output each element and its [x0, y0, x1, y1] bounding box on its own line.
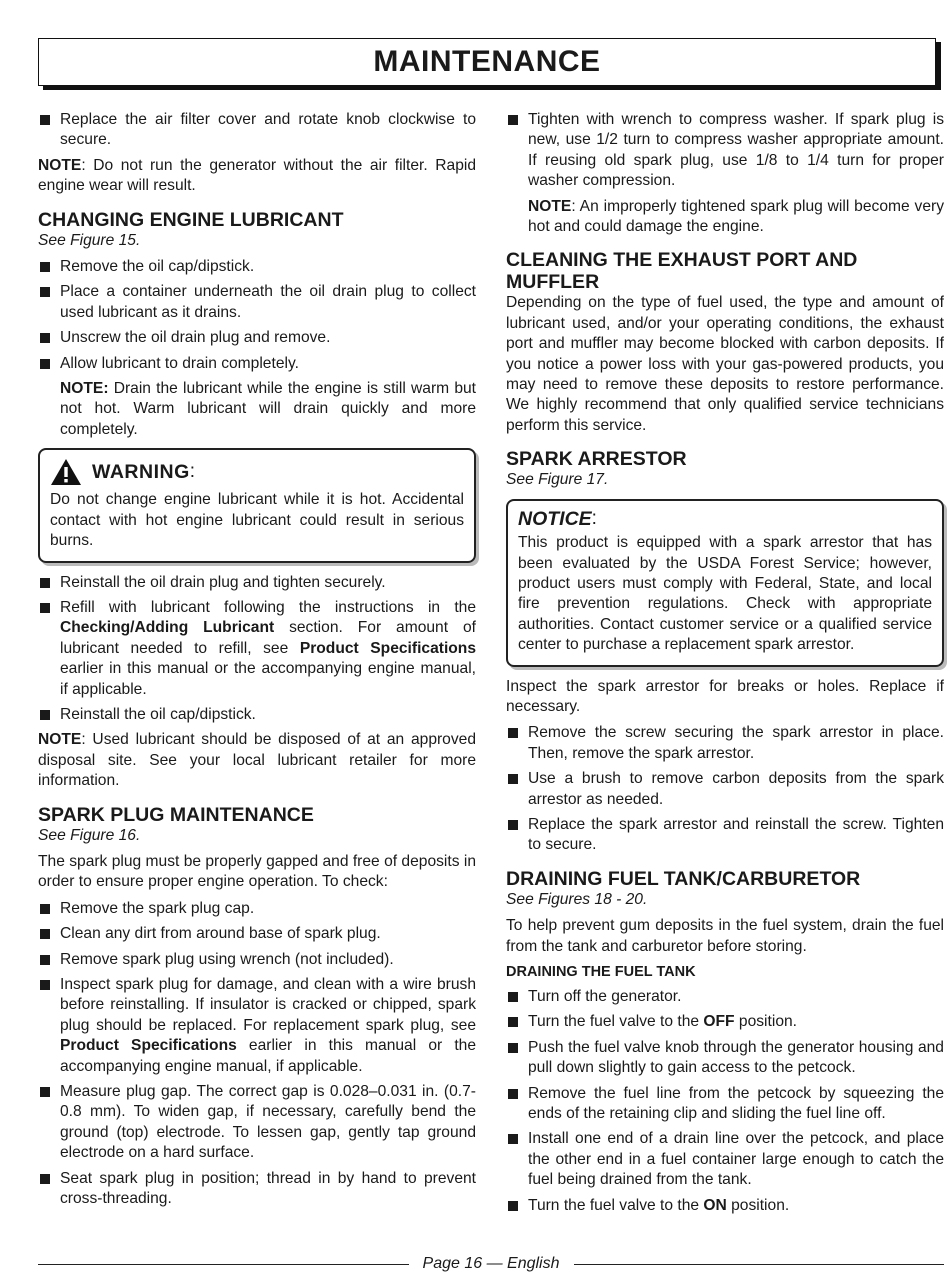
notice-box: NOTICE : This product is equipped with a spark arrestor that has been evaluated by the USDA Forest Service; however, product users must comply with Federal, State, and local fire prevention regulations. Check with appropriate authorities. Contact customer service or a qualified service center to purchase a replacement spark arrestor.	[506, 499, 944, 667]
spark-plug-heading: SPARK PLUG MAINTENANCE	[38, 803, 314, 826]
bullet-icon	[40, 904, 50, 914]
right-column	[506, 110, 944, 1221]
bullet-icon	[40, 980, 50, 990]
tighten-list	[506, 110, 944, 192]
warning-box: WARNING : Do not change engine lubricant while it is hot. Accidental contact with hot engine lubricant could result in serious burns.	[38, 448, 476, 562]
refill-steps	[38, 573, 476, 726]
bullet-icon	[40, 710, 50, 720]
spark-plug-steps	[38, 899, 476, 1210]
draining-figure-ref: See Figures 18 - 20.	[506, 890, 648, 908]
list-item: Measure plug gap. The correct gap is 0.028–0.031 in. (0.7-0.8 mm). To widen gap, if necessary, carefully bend the ground (top) electrode. To lessen gap, gently tap ground electrode on a hard surface.	[38, 1082, 476, 1164]
list-item: Turn off the generator.	[506, 987, 944, 1007]
warning-triangle-icon	[50, 458, 82, 486]
list-item: Install one end of a drain line over the petcock, and place the other end in a fuel container large enough to catch the fuel being drained from the tank.	[506, 1129, 944, 1190]
air-filter-note: NOTE: Do not run the generator without the air filter. Rapid engine wear will result.	[38, 156, 476, 195]
bullet-icon	[40, 578, 50, 588]
bullet-icon	[40, 955, 50, 965]
draining-intro: To help prevent gum deposits in the fuel system, drain the fuel from the tank and carburetor before storing.	[506, 917, 944, 955]
draining-subheading: DRAINING THE FUEL TANK	[506, 964, 696, 980]
list-item: Place a container underneath the oil drain plug to collect used lubricant as it drains.	[38, 282, 476, 323]
bullet-icon	[40, 929, 50, 939]
arrestor-figure-ref: See Figure 17.	[506, 471, 609, 489]
list-item: Remove the fuel line from the petcock by squeezing the ends of the retaining clip and sliding the fuel line off.	[506, 1084, 944, 1125]
bullet-icon	[508, 1017, 518, 1027]
draining-steps	[506, 987, 944, 1216]
exhaust-text: Depending on the type of fuel used, the type and amount of lubricant used, and/or your operating conditions, the exhaust port and muffler may become blocked with carbon deposits. If you notice a power loss with your gas-powered products, you may need to remove these deposits to restore performance. We highly recommend that only qualified service technicians perform this service.	[506, 294, 944, 434]
arrestor-steps	[506, 723, 944, 855]
drain-warm-note: NOTE: Drain the lubricant while the engine is still warm but not hot. Warm lubricant will drain quickly and more completely.	[60, 380, 476, 438]
bullet-icon	[508, 1201, 518, 1211]
lubricant-figure-ref: See Figure 15.	[38, 231, 141, 249]
list-item: Turn the fuel valve to the OFF position.	[506, 1012, 944, 1032]
draining-heading: DRAINING FUEL TANK/CARBURETOR	[506, 867, 861, 890]
bullet-icon	[40, 1174, 50, 1184]
list-item: Remove spark plug using wrench (not included).	[38, 950, 476, 970]
list-item: Tighten with wrench to compress washer. If spark plug is new, use 1/2 turn to compress washer appropriate amount. If reusing old spark plug, use 1/8 to 1/4 turn for proper washer compression.	[506, 110, 944, 192]
lubricant-heading: CHANGING ENGINE LUBRICANT	[38, 208, 344, 231]
bullet-icon	[40, 603, 50, 613]
list-item: Refill with lubricant following the instructions in the Checking/Adding Lubricant section. For amount of lubricant needed to refill, see Product Specifications earlier in this manual or the accompanying engine manual, if applicable.	[38, 598, 476, 700]
lubricant-steps	[38, 257, 476, 374]
bullet-icon	[508, 1043, 518, 1053]
page-title: MAINTENANCE	[373, 45, 601, 78]
spark-plug-figure-ref: See Figure 16.	[38, 826, 141, 844]
arrestor-heading: SPARK ARRESTOR	[506, 448, 687, 471]
list-item: Reinstall the oil drain plug and tighten securely.	[38, 573, 476, 593]
list-item: Replace the air filter cover and rotate knob clockwise to secure.	[38, 110, 476, 151]
bullet-icon	[40, 333, 50, 343]
disposal-note: NOTE: Used lubricant should be disposed of at an approved disposal site. See your local lubricant retailer for more information.	[38, 731, 476, 790]
notice-title: NOTICE	[518, 507, 592, 530]
bullet-icon	[40, 359, 50, 369]
bullet-icon	[508, 728, 518, 738]
page-number: Page 16 — English	[422, 1254, 560, 1272]
arrestor-inspect-text: Inspect the spark arrestor for breaks or holes. Replace if necessary.	[506, 677, 944, 715]
footer-rule-left	[38, 1264, 409, 1265]
list-item: Remove the oil cap/dipstick.	[38, 257, 476, 277]
list-item: Seat spark plug in position; thread in by hand to prevent cross-threading.	[38, 1169, 476, 1210]
bullet-icon	[508, 115, 518, 125]
tighten-note: NOTE: An improperly tightened spark plug will become very hot and could damage the engine.	[528, 197, 944, 236]
list-item: Inspect spark plug for damage, and clean with a wire brush before reinstalling. If insulator is cracked or chipped, spark plug should be replaced. For replacement spark plug, see Product Specifications earlier in this manual or the accompanying engine manual, if applicable.	[38, 975, 476, 1077]
list-item: Push the fuel valve knob through the generator housing and pull down slightly to gain access to the petcock.	[506, 1038, 944, 1079]
spark-plug-intro: The spark plug must be properly gapped and free of deposits in order to ensure proper engine operation. To check:	[38, 852, 476, 891]
exhaust-heading: CLEANING THE EXHAUST PORT AND MUFFLER	[506, 249, 858, 294]
list-item: Remove the spark plug cap.	[38, 899, 476, 919]
bullet-icon	[40, 287, 50, 297]
page-title-box	[38, 38, 936, 86]
list-item: Unscrew the oil drain plug and remove.	[38, 328, 476, 348]
list-item: Clean any dirt from around base of spark plug.	[38, 924, 476, 944]
footer-rule-right	[574, 1264, 945, 1265]
list-item: Reinstall the oil cap/dipstick.	[38, 705, 476, 725]
warning-text: Do not change engine lubricant while it is hot. Accidental contact with hot engine lubricant could result in serious burns.	[50, 491, 464, 550]
list-item: Use a brush to remove carbon deposits from the spark arrestor as needed.	[506, 769, 944, 810]
bullet-icon	[40, 262, 50, 272]
bullet-icon	[40, 115, 50, 125]
list-item: Replace the spark arrestor and reinstall the screw. Tighten to secure.	[506, 815, 944, 856]
intro-list	[38, 110, 476, 151]
bullet-icon	[508, 774, 518, 784]
list-item: Allow lubricant to drain completely.	[38, 354, 476, 374]
bullet-icon	[508, 992, 518, 1002]
bullet-icon	[508, 820, 518, 830]
warning-title: WARNING	[92, 461, 190, 484]
bullet-icon	[508, 1134, 518, 1144]
list-item: Remove the screw securing the spark arrestor in place. Then, remove the spark arrestor.	[506, 723, 944, 764]
list-item: Turn the fuel valve to the ON position.	[506, 1196, 944, 1216]
left-column	[38, 110, 476, 1214]
bullet-icon	[508, 1089, 518, 1099]
notice-text: This product is equipped with a spark arrestor that has been evaluated by the USDA Forest Service; however, product users must comply with Federal, State, and local fire prevention regulations. Check with appropriate authorities. Contact customer service or a qualified service center to purchase a replacement spark arrestor.	[518, 534, 932, 654]
bullet-icon	[40, 1087, 50, 1097]
page-footer	[38, 1253, 944, 1275]
